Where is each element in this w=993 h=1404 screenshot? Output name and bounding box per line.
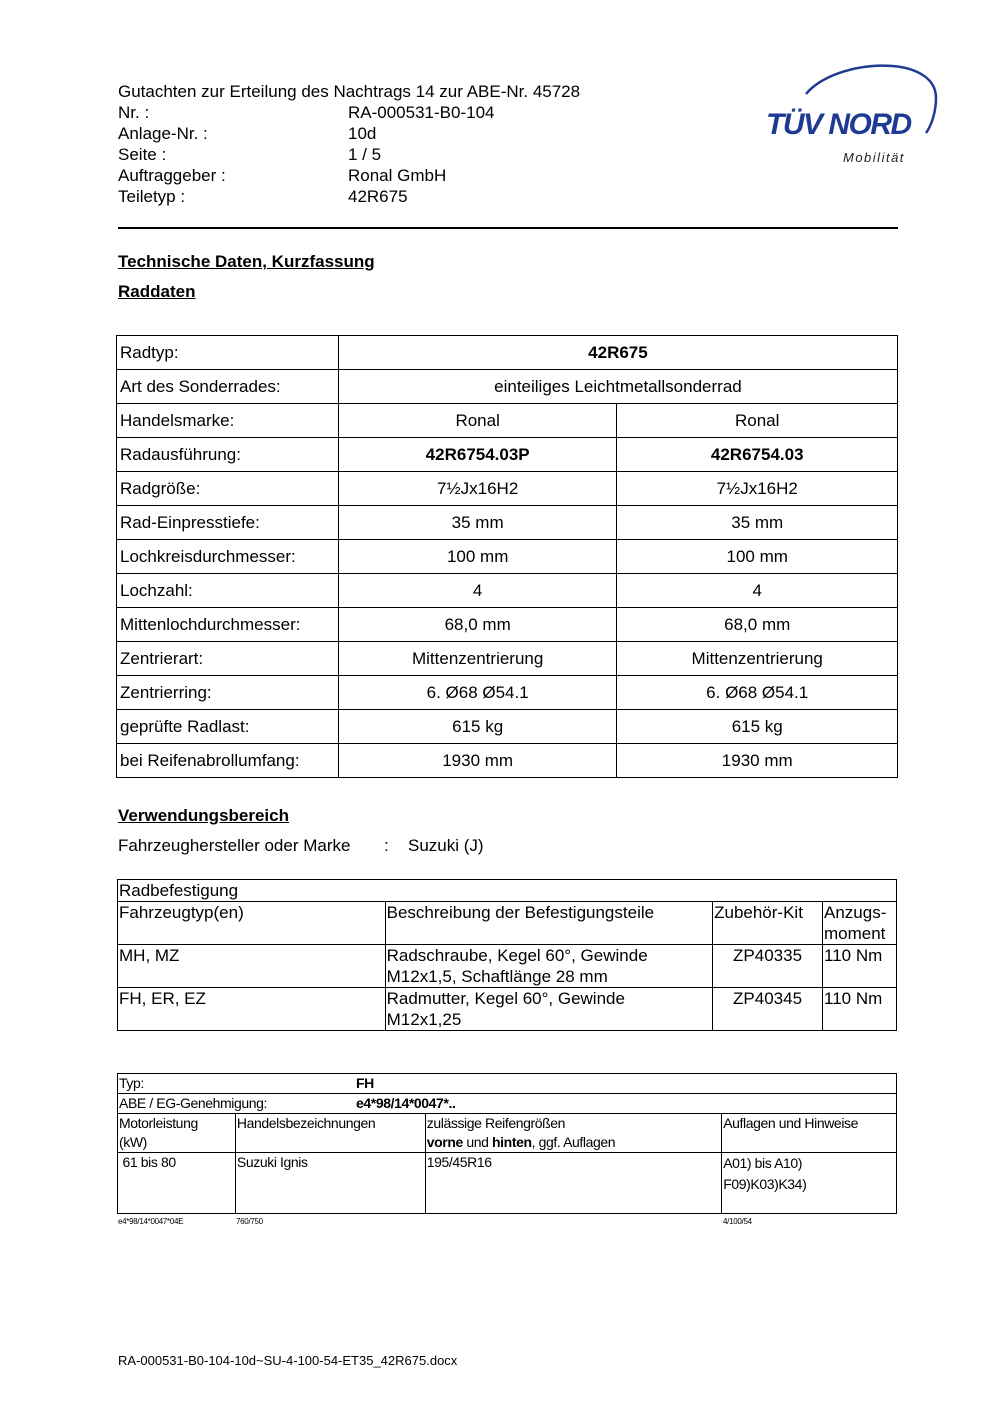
cell-value: Mittenzentrierung (338, 642, 617, 676)
cell-value: 1930 mm (617, 744, 898, 778)
header-divider (118, 227, 898, 229)
header-field-nr: Nr. : RA-000531-B0-104 (118, 103, 495, 122)
cell-value: Ronal (338, 404, 617, 438)
table-row (117, 370, 898, 404)
table-row (117, 336, 898, 370)
cell-value: Mittenzentrierung (617, 642, 898, 676)
document-title: Gutachten zur Erteilung des Nachtrags 14 zur ABE-Nr. 45728 (118, 82, 581, 101)
logo-wordmark: TÜV NORD (766, 108, 911, 141)
typ-value: FH (356, 1075, 374, 1091)
cell-value: 42R675 (338, 336, 897, 370)
cell-value: 7½Jx16H2 (617, 472, 898, 506)
column-header: Zubehör-Kit (713, 902, 823, 945)
hersteller-line (118, 836, 484, 856)
cell-desc: Radmutter, Kegel 60°, Gewinde M12x1,25 (385, 988, 712, 1031)
table-row (117, 676, 898, 710)
column-header: Beschreibung der Befestigungsteile (385, 902, 712, 945)
table-row (117, 710, 898, 744)
table-row (118, 1094, 897, 1114)
cell-kit: ZP40345 (713, 988, 823, 1031)
cell-moment: 110 Nm (823, 988, 897, 1031)
table-header-row (118, 1114, 897, 1153)
cell-kw: 61 bis 80 (118, 1153, 236, 1214)
cell-value: 6. Ø68 Ø54.1 (617, 676, 898, 710)
typ-table (117, 1073, 897, 1214)
header-field-auftraggeber: Auftraggeber : Ronal GmbH (118, 166, 447, 185)
table-row (117, 506, 898, 540)
row-label: Lochkreisdurchmesser: (117, 540, 339, 574)
table-row (117, 744, 898, 778)
radbefestigung-table (117, 879, 897, 1031)
cell-value: 7½Jx16H2 (338, 472, 617, 506)
cell-value: 100 mm (617, 540, 898, 574)
row-label: Handelsmarke: (117, 404, 339, 438)
header-field-anlage: Anlage-Nr. : 10d (118, 124, 377, 143)
table-row (117, 608, 898, 642)
column-header: Fahrzeugtyp(en) (118, 902, 386, 945)
row-label: Radausführung: (117, 438, 339, 472)
table-row (117, 540, 898, 574)
column-header: Anzugs- moment (823, 902, 897, 945)
raddaten-table (116, 335, 898, 778)
hersteller-value: Suzuki (J) (408, 836, 484, 855)
header-field-teiletyp: Teiletyp : 42R675 (118, 187, 408, 206)
cell-value: Ronal (617, 404, 898, 438)
cell-value: 68,0 mm (338, 608, 617, 642)
column-header: Motorleistung (kW) (118, 1114, 236, 1153)
cell-notes: A01) bis A10) F09)K03)K34) (722, 1153, 897, 1214)
cell-kit: ZP40335 (713, 945, 823, 988)
table-row (117, 438, 898, 472)
typ-label: Typ: (119, 1075, 144, 1091)
table-row (118, 988, 897, 1031)
cell-value: 4 (617, 574, 898, 608)
table-header-row (118, 902, 897, 945)
row-label: Rad-Einpresstiefe: (117, 506, 339, 540)
row-label: bei Reifenabrollumfang: (117, 744, 339, 778)
abe-label: ABE / EG-Genehmigung: (119, 1095, 268, 1111)
document-header (118, 81, 580, 207)
row-label: Zentrierart: (117, 642, 339, 676)
table-row (117, 574, 898, 608)
cell-name: Suzuki Ignis (235, 1153, 425, 1214)
table-row (118, 1074, 897, 1094)
header-field-seite: Seite : 1 / 5 (118, 145, 382, 164)
table-row (118, 945, 897, 988)
table-row (117, 472, 898, 506)
cell-value: 615 kg (617, 710, 898, 744)
cell-value: 68,0 mm (617, 608, 898, 642)
cell-value: 1930 mm (338, 744, 617, 778)
footer-filename: RA-000531-B0-104-10d~SU-4-100-54-ET35_42R675.docx (118, 1353, 458, 1368)
column-header: Handelsbezeichnungen (235, 1114, 425, 1153)
cell-typ: MH, MZ (118, 945, 386, 988)
column-header: zulässige Reifengrößen vorne und hinten, ggf. Auflagen (425, 1114, 721, 1153)
small-code-a: e4*98/14*0047*04E (118, 1217, 184, 1226)
table-row (117, 404, 898, 438)
hersteller-label: Fahrzeughersteller oder Marke (118, 836, 351, 855)
table-row (117, 642, 898, 676)
cell-value: 42R6754.03 (617, 438, 898, 472)
row-label: Radgröße: (117, 472, 339, 506)
row-label: Art des Sonderrades: (117, 370, 339, 404)
table-row (118, 880, 897, 902)
section-title-raddaten: Raddaten (118, 282, 196, 301)
small-code-b: 760/750 (236, 1217, 263, 1226)
logo-tagline: Mobilität (843, 150, 905, 165)
cell-value: 4 (338, 574, 617, 608)
row-label: Zentrierring: (117, 676, 339, 710)
section-title-technische-daten: Technische Daten, Kurzfassung (118, 252, 375, 271)
abe-value: e4*98/14*0047*.. (356, 1095, 456, 1111)
cell-value: 6. Ø68 Ø54.1 (338, 676, 617, 710)
cell-tyre: 195/45R16 (425, 1153, 721, 1214)
cell-desc: Radschraube, Kegel 60°, Gewinde M12x1,5, Schaftlänge 28 mm (385, 945, 712, 988)
row-label: Lochzahl: (117, 574, 339, 608)
cell-value: 35 mm (338, 506, 617, 540)
cell-moment: 110 Nm (823, 945, 897, 988)
cell-typ: FH, ER, EZ (118, 988, 386, 1031)
column-header: Auflagen und Hinweise (722, 1114, 897, 1153)
row-label: Radtyp: (117, 336, 339, 370)
table-row (118, 1153, 897, 1214)
small-code-c: 4/100/54 (723, 1217, 752, 1226)
cell-value: 35 mm (617, 506, 898, 540)
cell-value: 615 kg (338, 710, 617, 744)
cell-value: 42R6754.03P (338, 438, 617, 472)
row-label: Mittenlochdurchmesser: (117, 608, 339, 642)
hersteller-separator: : (384, 836, 389, 855)
cell-value: einteiliges Leichtmetallsonderrad (338, 370, 897, 404)
row-label: geprüfte Radlast: (117, 710, 339, 744)
cell-value: 100 mm (338, 540, 617, 574)
section-title-verwendungsbereich: Verwendungsbereich (118, 806, 289, 825)
typ-row (118, 1074, 897, 1094)
abe-row (118, 1094, 897, 1114)
radbefestigung-title: Radbefestigung (118, 880, 897, 902)
tuev-nord-logo (766, 58, 941, 170)
